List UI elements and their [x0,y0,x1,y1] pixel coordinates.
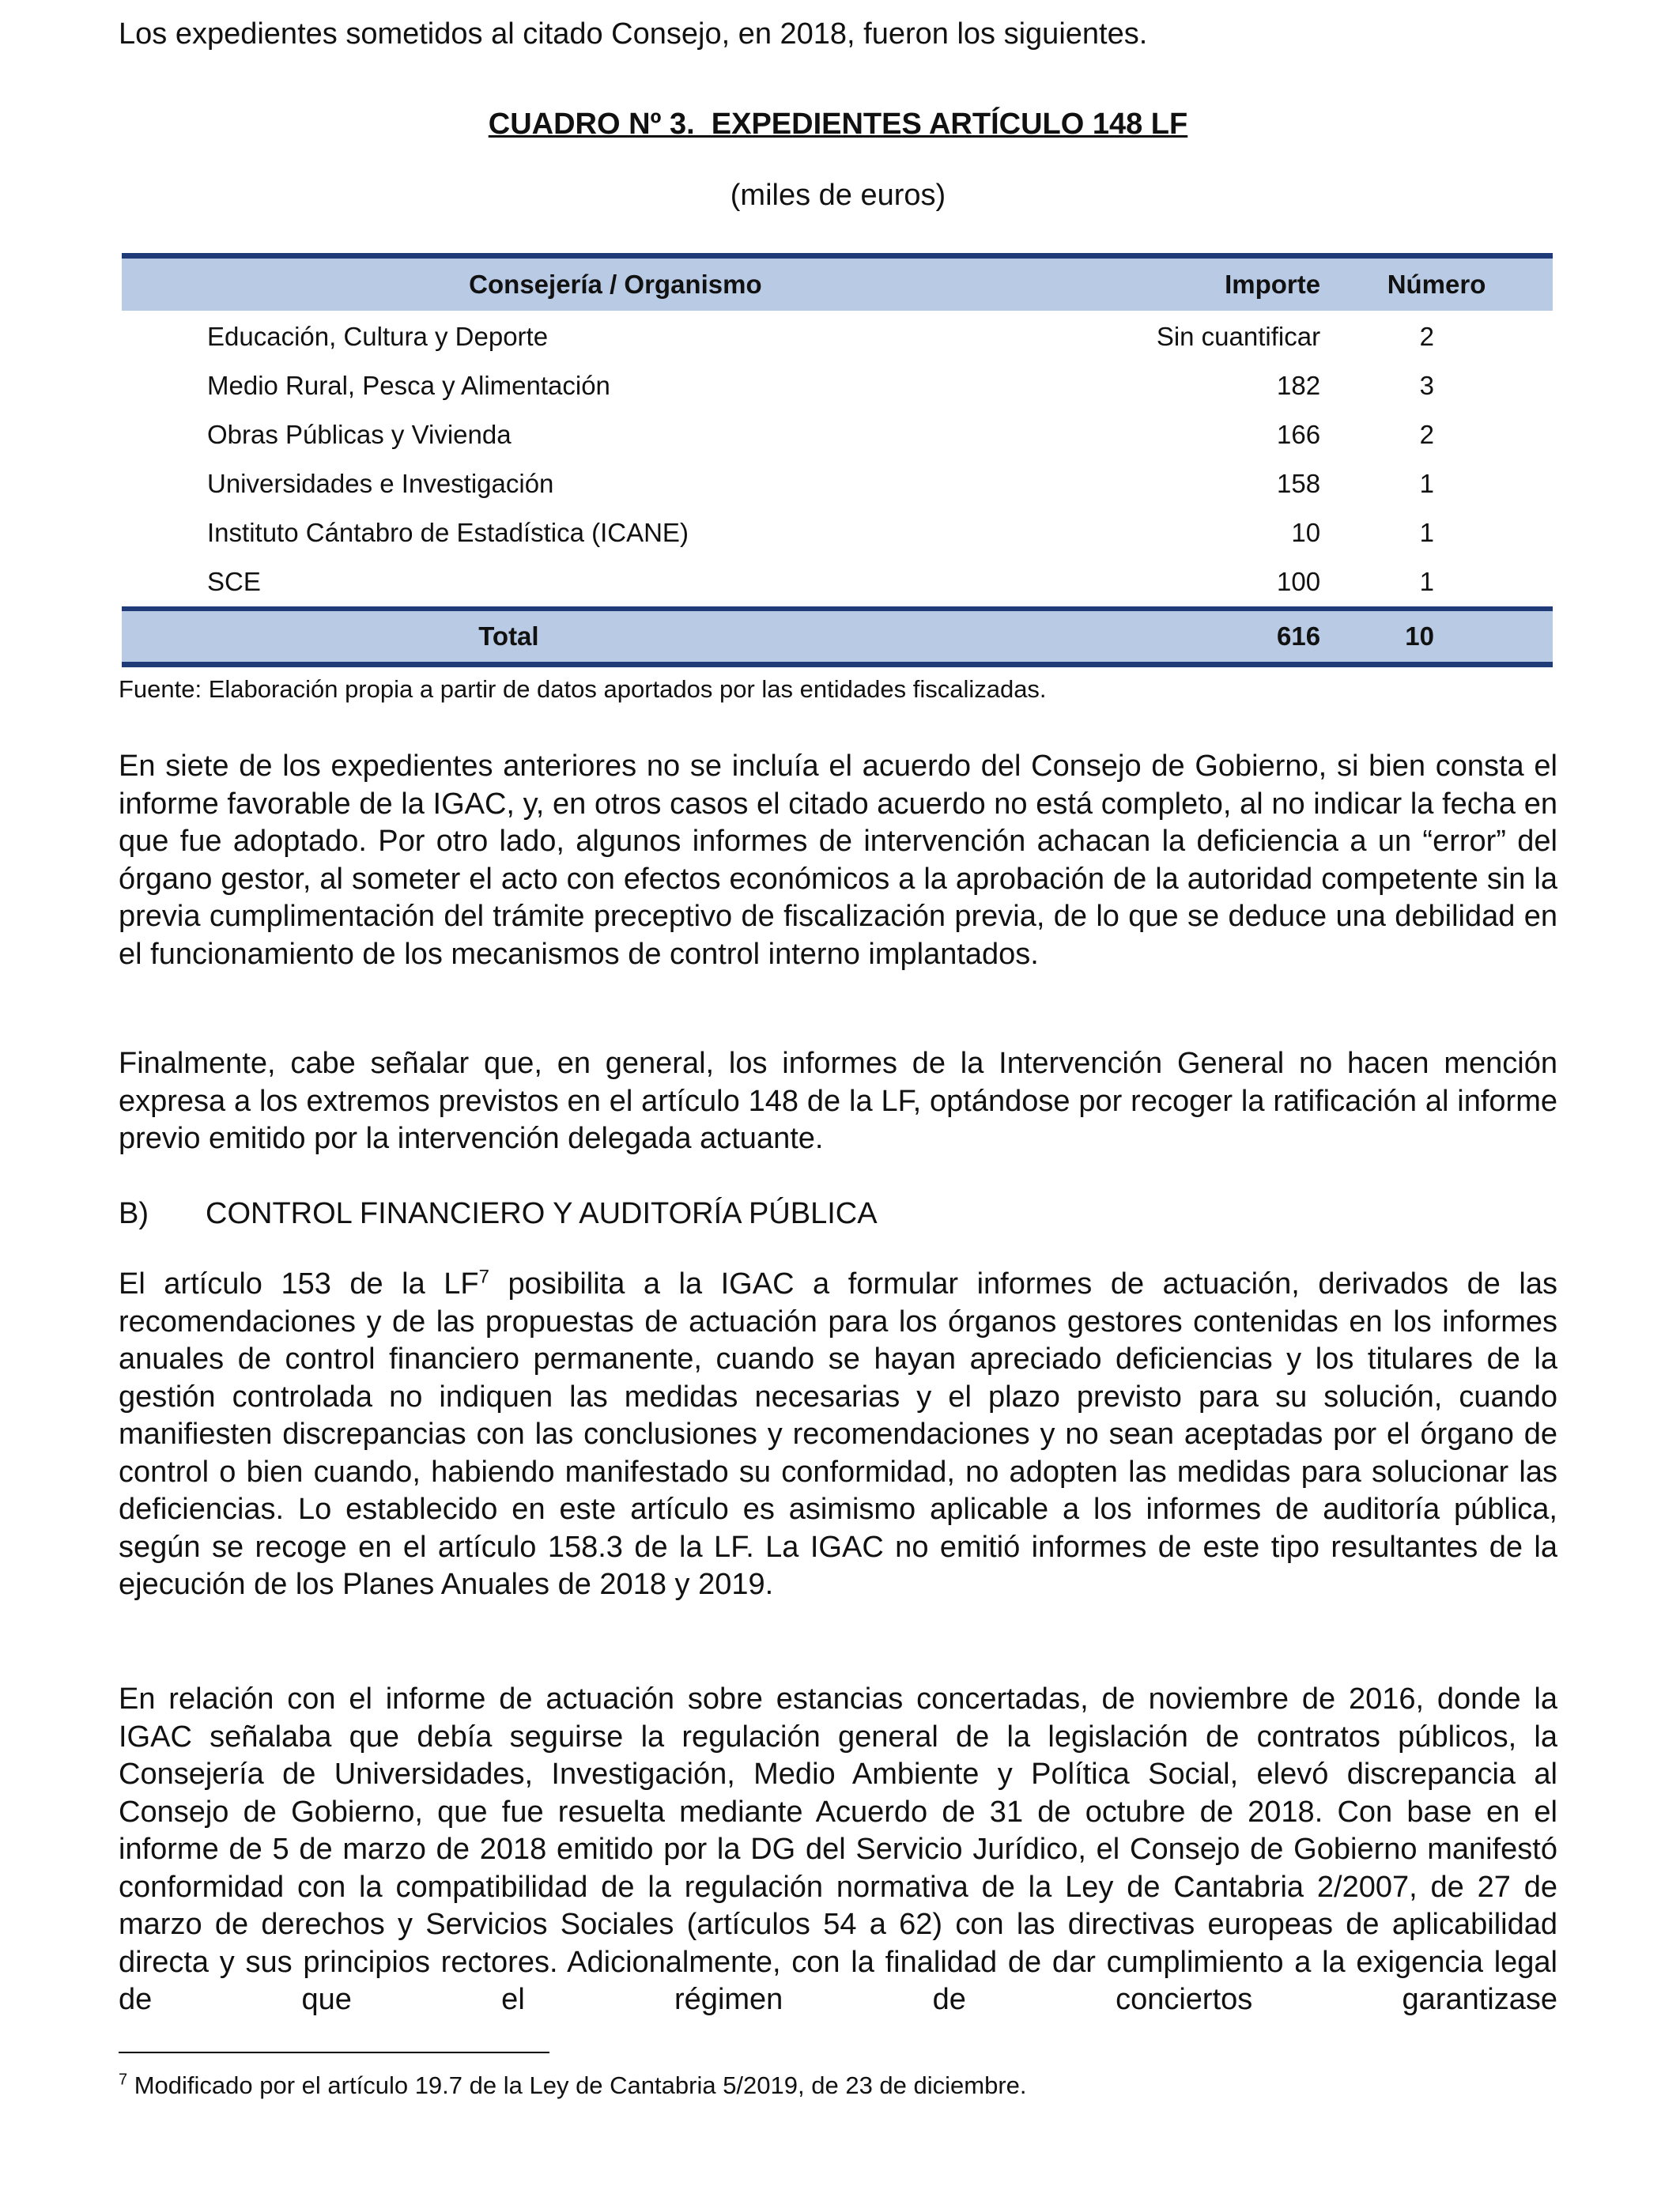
cell-numero: 1 [1419,518,1434,547]
cell-organismo: SCE [207,567,261,596]
intro-sentence: Los expedientes sometidos al citado Consejo, en 2018, fueron los siguientes. [119,17,1148,51]
cell-organismo: Medio Rural, Pesca y Alimentación [207,371,610,400]
footnote-text: Modificado por el artículo 19.7 de la Ley de Cantabria 5/2019, de 23 de diciembre. [127,2071,1027,2099]
table-row [122,557,1553,609]
table-total-row [122,609,1553,665]
paragraph-1: En siete de los expedientes anteriores no se incluía el acuerdo del Consejo de Gobierno, si bien consta el informe favorable de la IGAC, y, en otros casos el citado acuerdo no está completo, al no indicar la fecha en que fue adoptado. Por otro lado, algunos informes de intervención achacan la deficiencia a un “error” del órgano gestor, al someter el acto con efectos económicos a la aprobación de la autoridad competente sin la previa cumplimentación del trámite preceptivo de fiscalización previa, de lo que se deduce una debilidad en el funcionamiento de los mecanismos de control interno implantados. [119,750,1557,971]
footnote-reference[interactable]: 7 [478,1266,489,1288]
cell-importe: 100 [1277,567,1321,596]
paragraph-4: En relación con el informe de actuación sobre estancias concertadas, de noviembre de 2016, donde la IGAC señalaba que debía seguirse la regulación general de la legislación de contratos públicos, la Consejería de Universidades, Investigación, Medio Ambiente y Política Social, elevó discrepancia al Consejo de Gobierno, que fue resuelta mediante Acuerdo de 31 de octubre de 2018. Con base en el informe de 5 de marzo de 2018 emitido por la DG del Servicio Jurídico, el Consejo de Gobierno manifestó conformidad con la compatibilidad de la regulación normativa de la Ley de Cantabria 2/2007, de 27 de marzo de derechos y Servicios Sociales (artículos 54 a 62) con las directivas europeas de aplicabilidad directa y sus principios rectores. Adicionalmente, con la finalidad de dar cumplimiento a la exigencia legal de que el régimen de conciertos garantizase [119,1682,1557,2016]
cell-importe: 182 [1277,371,1321,400]
cell-organismo: Instituto Cántabro de Estadística (ICANE) [207,518,689,547]
header-numero: Número [1320,256,1553,312]
footnote-number: 7 [119,2071,128,2089]
cell-organismo: Universidades e Investigación [207,469,554,498]
cell-numero: 3 [1419,371,1434,400]
cell-importe: 166 [1277,420,1321,449]
cell-importe: 10 [1291,518,1321,547]
table-title: CUADRO Nº 3. EXPEDIENTES ARTÍCULO 148 LF [488,108,1188,141]
table-row [122,410,1553,459]
table-row [122,508,1553,557]
cell-importe: 158 [1277,469,1321,498]
total-importe: 616 [1157,609,1320,665]
cell-organismo: Obras Públicas y Vivienda [207,420,512,449]
footnote-separator [119,2052,549,2053]
header-importe: Importe [1157,256,1320,312]
cell-importe: Sin cuantificar [1156,322,1321,351]
cell-numero: 2 [1419,322,1434,351]
paragraph-2: Finalmente, cabe señalar que, en general, los informes de la Intervención General no hacen mención expresa a los extremos previstos en el artículo 148 de la LF, optándose por recoger la ratificación al informe previo emitido por la intervención delegada actuante. [119,1047,1557,1155]
section-title: CONTROL FINANCIERO Y AUDITORÍA PÚBLICA [206,1197,878,1230]
footnote [119,2070,1027,2101]
total-numero: 10 [1320,609,1553,665]
cell-numero: 1 [1419,469,1434,498]
table-header-row [122,256,1553,312]
table-units: (miles de euros) [730,179,946,212]
cell-organismo: Educación, Cultura y Deporte [207,322,549,351]
cell-numero: 1 [1419,567,1434,596]
section-letter: B) [119,1197,149,1230]
table-caption [119,104,1557,215]
section-heading [119,1194,878,1233]
header-consejeria: Consejería / Organismo [122,256,1157,312]
paragraph-3 [119,1266,1557,1604]
table-row [122,459,1553,508]
expedientes-table [122,253,1553,667]
table-row [122,361,1553,410]
table-source-note: Fuente: Elaboración propia a partir de datos aportados por las entidades fiscalizadas. [119,675,1047,703]
paragraph-3-rest: posibilita a la IGAC a formular informes de actuación, derivados de las recomendaciones y de las propuestas de actuación para los órganos gestores contenidas en los informes anuales de control financiero permanente, cuando se hayan apreciado deficiencias y los titulares de la gestión controlada no indiquen las medidas necesarias y el plazo previsto para su solución, cuando manifiesten discrepancias con las conclusiones y recomendaciones y no sean aceptadas por el órgano de control o bien cuando, habiendo manifestado su conformidad, no adopten las medidas para solucionar las deficiencias. Lo establecido en este artículo es asimismo aplicable a los informes de auditoría pública, según se recoge en el artículo 158.3 de la LF. La IGAC no emitió informes de este tipo resultantes de la ejecución de los Planes Anuales de 2018 y 2019. [119,1267,1558,1601]
table-row [122,312,1553,361]
cell-numero: 2 [1419,420,1434,449]
total-label: Total [122,609,1157,665]
paragraph-3-start: El artículo 153 de la LF [119,1267,479,1301]
